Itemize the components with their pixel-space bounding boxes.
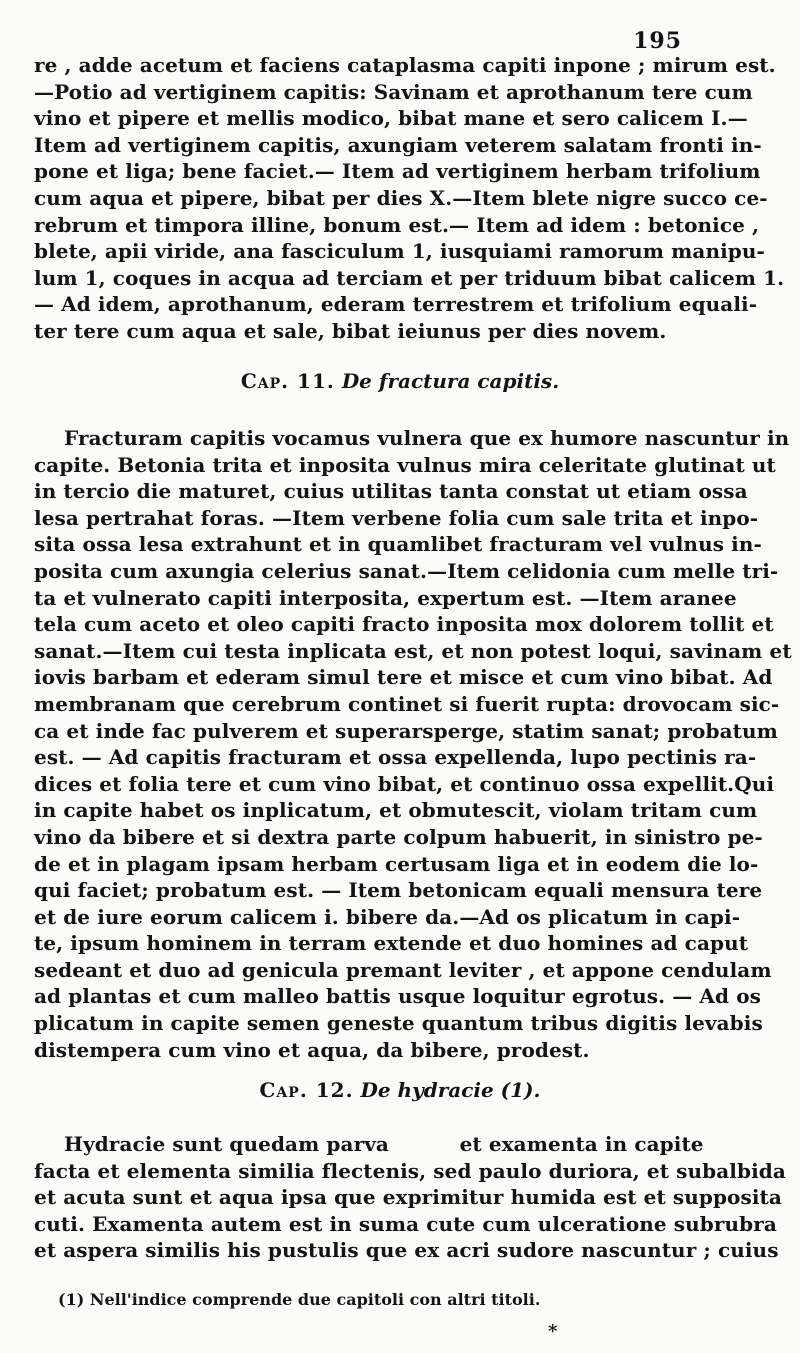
text-line: Item ad vertiginem capitis, axungiam veterem salatam fronti in- bbox=[34, 132, 762, 157]
text-line: re , adde acetum et faciens cataplasma capiti inpone ; mirum est. bbox=[34, 53, 776, 77]
text-line: tela cum aceto et oleo capiti fracto inposita mox dolorem tollit et bbox=[34, 612, 774, 637]
page-number: 195 bbox=[633, 28, 682, 54]
text-line: Hydracie sunt quedam parva et examenta in capite bbox=[64, 1132, 704, 1156]
text-line: vino et pipere et mellis modico, bibat mane et sero calicem I.— bbox=[34, 106, 748, 131]
text-line: et de iure eorum calicem i. bibere da.—Ad os plicatum in capi- bbox=[34, 904, 741, 929]
text-line: pone et liga; bene faciet.— Item ad vertiginem herbam trifolium bbox=[34, 159, 761, 184]
text-line: in tercio die maturet, cuius utilitas tanta constat ut etiam ossa bbox=[34, 479, 748, 504]
chapter-title: De fractura capitis. bbox=[341, 369, 560, 393]
chapter-heading-11 bbox=[0, 369, 800, 393]
text-line: dices et folia tere et cum vino bibat, et continuo ossa expellit.Qui bbox=[34, 771, 775, 796]
text-line: —Potio ad vertiginem capitis: Savinam et aprothanum tere cum bbox=[34, 79, 753, 104]
footnote: (1) Nell'indice comprende due capitoli con altri titoli. bbox=[58, 1290, 541, 1309]
paragraph-hydracie bbox=[34, 1131, 786, 1264]
text-line: cuti. Examenta autem est in suma cute cum ulceratione subrubra bbox=[34, 1211, 777, 1236]
text-line: sita ossa lesa extrahunt et in quamlibet fracturam vel vulnus in- bbox=[34, 532, 762, 557]
text-line: ta et vulnerato capiti interposita, expertum est. —Item aranee bbox=[34, 585, 737, 610]
text-line: capite. Betonia trita et inposita vulnus mira celeritate glutinat ut bbox=[34, 452, 776, 477]
text-line: posita cum axungia celerius sanat.—Item celidonia cum melle tri- bbox=[34, 558, 779, 583]
text-line: ter tere cum aqua et sale, bibat ieiunus per dies novem. bbox=[34, 318, 667, 343]
text-line: qui faciet; probatum est. — Item betonicam equali mensura tere bbox=[34, 878, 763, 903]
chapter-title: De hydracie (1). bbox=[360, 1078, 541, 1102]
chapter-heading-12 bbox=[0, 1078, 800, 1102]
text-line: iovis barbam et ederam simul tere et misce et cum vino bibat. Ad bbox=[34, 665, 773, 690]
text-line: Fracturam capitis vocamus vulnera que ex humore nascuntur in bbox=[64, 426, 790, 450]
text-line: lum 1, coques in acqua ad terciam et per triduum bibat calicem 1. bbox=[34, 265, 785, 290]
chapter-number: Cap. 12. bbox=[259, 1078, 354, 1102]
signature-mark: * bbox=[548, 1321, 558, 1342]
paragraph-fractura-capitis bbox=[34, 425, 792, 1063]
text-line: ca et inde fac pulverem et superarsperge, statim sanat; probatum bbox=[34, 718, 778, 743]
text-line: in capite habet os inplicatum, et obmutescit, violam tritam cum bbox=[34, 798, 758, 823]
text-line: de et in plagam ipsam herbam certusam liga et in eodem die lo- bbox=[34, 851, 759, 876]
text-line: — Ad idem, aprothanum, ederam terrestrem et trifolium equali- bbox=[34, 292, 758, 317]
text-line: sanat.—Item cui testa inplicata est, et non potest loqui, savinam et bbox=[34, 638, 792, 663]
text-line: et acuta sunt et aqua ipsa que exprimitur humida est et supposita bbox=[34, 1185, 782, 1210]
text-line: blete, apii viride, ana fasciculum 1, iusquiami ramorum manipu- bbox=[34, 239, 765, 264]
text-line: rebrum et timpora illine, bonum est.— Item ad idem : betonice , bbox=[34, 212, 760, 237]
text-line: ad plantas et cum malleo battis usque loquitur egrotus. — Ad os bbox=[34, 984, 761, 1009]
chapter-number: Cap. 11. bbox=[240, 369, 335, 393]
text-line: plicatum in capite semen geneste quantum tribus digitis levabis bbox=[34, 1011, 763, 1036]
text-line: cum aqua et pipere, bibat per dies X.—Item blete nigre succo ce- bbox=[34, 185, 768, 210]
text-line: membranam que cerebrum continet si fuerit rupta: drovocam sic- bbox=[34, 691, 780, 716]
text-line: facta et elementa similia flectenis, sed paulo duriora, et subalbida bbox=[34, 1158, 786, 1183]
text-line: sedeant et duo ad genicula premant leviter , et appone cendulam bbox=[34, 957, 772, 982]
text-line: lesa pertrahat foras. —Item verbene folia cum sale trita et inpo- bbox=[34, 505, 759, 530]
text-line: et aspera similis his pustulis que ex acri sudore nascuntur ; cuius bbox=[34, 1238, 779, 1263]
paragraph-vertigo-remedies bbox=[34, 52, 785, 345]
text-line: est. — Ad capitis fracturam et ossa expellenda, lupo pectinis ra- bbox=[34, 745, 757, 770]
text-line: distempera cum vino et aqua, da bibere, prodest. bbox=[34, 1037, 590, 1062]
text-line: te, ipsum hominem in terram extende et duo homines ad caput bbox=[34, 931, 749, 956]
text-line: vino da bibere et si dextra parte colpum habuerit, in sinistro pe- bbox=[34, 824, 763, 849]
